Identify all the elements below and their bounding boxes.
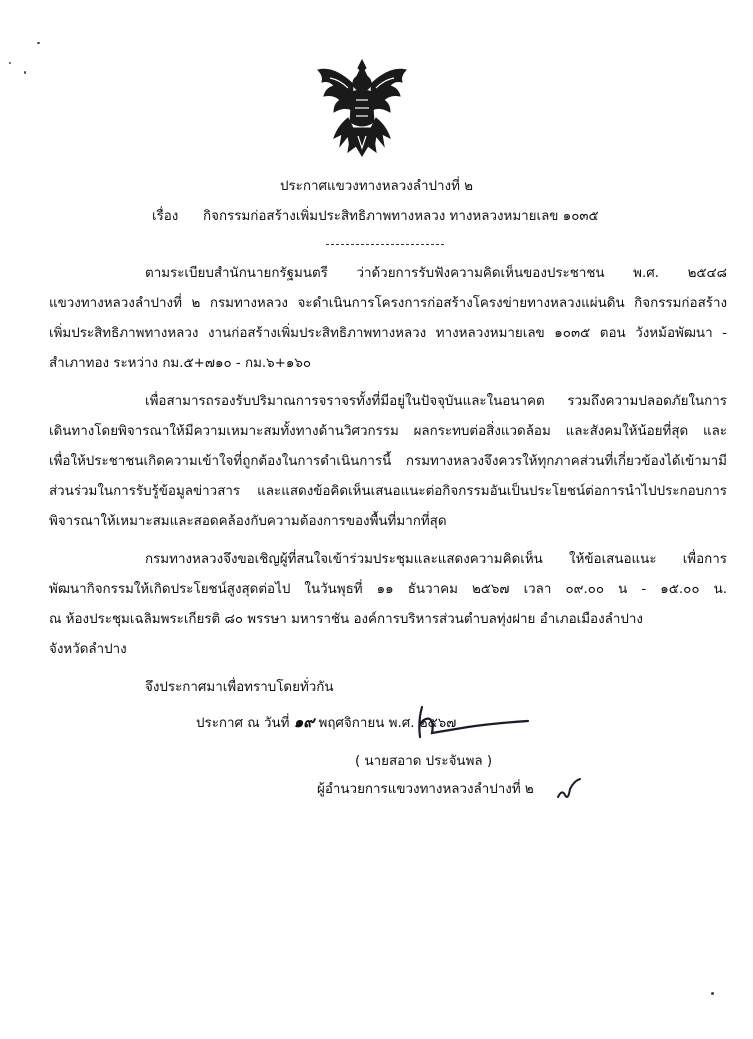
paragraph-line: สำเภาทอง ระหว่าง กม.๕+๗๑๐ - กม.๖+๑๖๐ [49, 356, 312, 371]
paragraph-line: เดินทางโดยพิจารณาให้มีความเหมาะสมทั้งทางด้านวิศวกรรม ผลกระทบต่อสิ่งแวดล้อม และสังคมให้น้อยที่สุด และ [49, 424, 727, 439]
subject-label: เรื่อง [152, 209, 179, 224]
paragraph-line: จังหวัดลำปาง [49, 642, 127, 657]
scan-speck [711, 992, 714, 995]
paragraph-line: เพื่อให้ประชาชนเกิดความเข้าใจที่ถูกต้องในการดำเนินการนี้ กรมทางหลวงจึงควรให้ทุกภาคส่วนที่เกี่ยวข้องได้เข้ามามี [49, 454, 727, 469]
paragraph-line: ส่วนร่วมในการรับรู้ข้อมูลข่าวสาร และแสดงข้อคิดเห็นเสนอแนะต่อกิจกรรมอันเป็นประโยชน์ต่อการนำไปประกอบการ [49, 484, 727, 499]
announce-line: จึงประกาศมาเพื่อทราบโดยทั่วกัน [145, 680, 334, 695]
paragraph-line: พัฒนากิจกรรมให้เกิดประโยชน์สูงสุดต่อไป ในวันพุธที่ ๑๑ ธันวาคม ๒๕๖๗ เวลา ๐๙.๐๐ น - ๑๕.๐๐ น. [49, 582, 727, 597]
date-month-year: พฤศจิกายน พ.ศ. ๒๕๖๗ [318, 716, 457, 731]
date-day: ๑๙ [293, 713, 315, 731]
title-separator [326, 244, 444, 245]
garuda-emblem-icon [308, 56, 416, 158]
date-prefix: ประกาศ ณ วันที่ [196, 716, 290, 731]
paragraph-line: กรมทางหลวงจึงขอเชิญผู้ที่สนใจเข้าร่วมประชุมและแสดงความคิดเห็น ให้ข้อเสนอแนะ เพื่อการ [145, 552, 727, 567]
handwritten-initial-icon [556, 777, 582, 801]
subject-text: กิจกรรมก่อสร้างเพิ่มประสิทธิภาพทางหลวง ทางหลวงหมายเลข ๑๐๓๕ [203, 209, 599, 224]
signature-mark [408, 703, 532, 745]
scan-speck [9, 62, 11, 64]
paragraph-line: ตามระเบียบสำนักนายกรัฐมนตรี ว่าด้วยการรับฟังความคิดเห็นของประชาชน พ.ศ. ๒๕๔๘ [145, 266, 727, 281]
paragraph-line: ณ ห้องประชุมเฉลิมพระเกียรติ ๘๐ พรรษา มหาราชัน องค์การบริหารส่วนตำบลทุ่งฝาย อำเภอเมืองลำปาง [49, 612, 643, 627]
paragraph-line: เพื่อสามารถรองรับปริมาณการจราจรทั้งที่มีอยู่ในปัจจุบันและในอนาคต รวมถึงความปลอดภัยในการ [145, 394, 727, 409]
paragraph-line: เพิ่มประสิทธิภาพทางหลวง งานก่อสร้างเพิ่มประสิทธิภาพทางหลวง ทางหลวงหมายเลข ๑๐๓๕ ตอน วังหม้อพัฒนา - [49, 326, 727, 341]
signatory-title: ผู้อำนวยการแขวงทางหลวงลำปางที่ ๒ [317, 782, 534, 797]
scan-speck [24, 71, 26, 74]
scan-speck [37, 42, 40, 44]
signatory-name: ( นายสอาด ประจันพล ) [355, 754, 493, 769]
paragraph-line: พิจารณาให้เหมาะสมและสอดคล้องกับความต้องการของพื้นที่มากที่สุด [49, 514, 447, 529]
paragraph-line: แขวงทางหลวงลำปางที่ ๒ กรมทางหลวง จะดำเนินการโครงการก่อสร้างโครงข่ายทางหลวงแผ่นดิน กิจกรรมก่อสร้าง [49, 296, 727, 311]
document-heading: ประกาศแขวงทางหลวงลำปางที่ ๒ [279, 179, 474, 194]
